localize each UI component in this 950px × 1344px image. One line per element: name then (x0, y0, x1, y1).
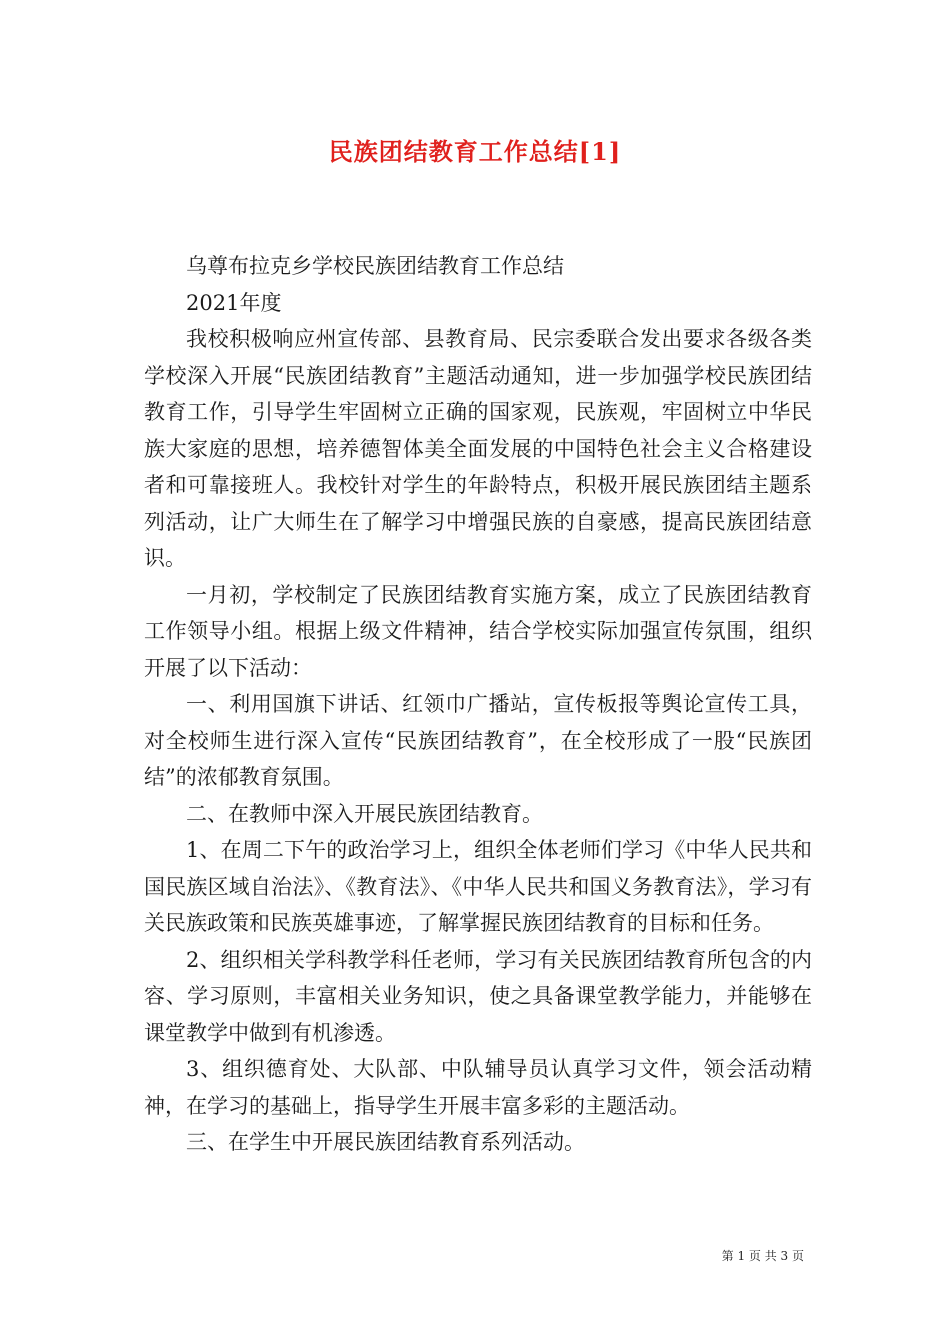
page-number-footer: 第 1 页 共 3 页 (721, 1249, 804, 1263)
paragraph-intro: 我校积极响应州宣传部、县教育局、民宗委联合发出要求各级各类学校深入开展“民族团结教育”主题活动通知，进一步加强学校民族团结教育工作，引导学生牢固树立正确的国家观，民族观，牢固树立中华民族大家庭的思想，培养德智体美全面发展的中国特色社会主义合格建设者和可靠接班人。我校针对学生的年龄特点，积极开展民族团结主题系列活动，让广大师生在了解学习中增强民族的自豪感，提高民族团结意识。 (144, 327, 812, 570)
paragraph-item-3: 3、组织德育处、大队部、中队辅导员认真学习文件，领会活动精神，在学习的基础上，指导学生开展丰富多彩的主题活动。 (144, 1057, 812, 1118)
paragraph-item-2: 2、组织相关学科教学科任老师，学习有关民族团结教育所包含的内容、学习原则，丰富相关业务知识，使之具备课堂教学能力，并能够在课堂教学中做到有机渗透。 (144, 947, 812, 1045)
paragraph-section-three: 三、在学生中开展民族团结教育系列活动。 (186, 1130, 585, 1154)
paragraph-section-one: 一、利用国旗下讲话、红领巾广播站，宣传板报等舆论宣传工具，对全校师生进行深入宣传“民族团结教育”，在全校形成了一股“民族团结”的浓郁教育氛围。 (144, 692, 812, 789)
paragraph-january-plan: 一月初，学校制定了民族团结教育实施方案，成立了民族团结教育工作领导小组。根据上级文件精神，结合学校实际加强宣传氛围，组织开展了以下活动： (144, 582, 812, 680)
paragraph-item-1: 1、在周二下午的政治学习上，组织全体老师们学习《中华人民共和国民族区域自治法》、《教育法》、《中华人民共和国义务教育法》，学习有关民族政策和民族英雄事迹，了解掌握民族团结教育的目标和任务。 (144, 838, 812, 935)
paragraph-section-two: 二、在教师中深入开展民族团结教育。 (186, 801, 543, 826)
paragraph-school-heading: 乌尊布拉克乡学校民族团结教育工作总结 (186, 254, 564, 278)
document-title: 民族团结教育工作总结[1] (328, 137, 622, 166)
document-body (144, 248, 812, 1161)
paragraph-year: 2021年度 (186, 290, 282, 315)
